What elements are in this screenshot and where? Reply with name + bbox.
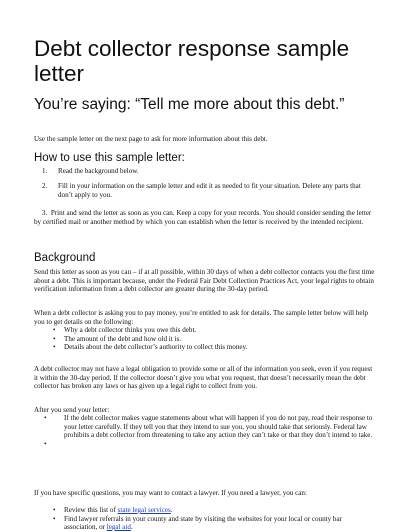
bullet-icon: • — [44, 414, 47, 422]
step-number: 2. — [42, 182, 48, 190]
step-number: 1. — [42, 167, 48, 175]
bullet-icon: • — [53, 343, 56, 351]
list-item: • Details about the debt collector’s authority to collect this money. — [53, 343, 248, 351]
step-number: 3. — [42, 209, 48, 217]
step-text: Read the background below. — [58, 167, 139, 175]
after-send-list — [34, 414, 374, 448]
background-heading: Background — [34, 252, 96, 264]
list-item: • The amount of the debt and how old it is. — [53, 334, 182, 343]
bullet-icon: • — [53, 334, 56, 343]
step-text: Fill in your information on the sample letter and edit it as needed to fit your situation. Delete any parts that don’t apply to you. — [58, 182, 361, 199]
list-item — [34, 440, 374, 449]
list-item: • Find lawyer referrals in your county and state by visiting the websites for your local or county bar association, or legal aid. — [53, 514, 342, 531]
background-paragraph: After you send your letter: — [34, 406, 110, 414]
list-item: • Why a debt collector thinks you owe this debt. — [53, 326, 197, 334]
page-title: Debt collector response sample letter — [34, 36, 350, 86]
bullet-icon: • — [53, 326, 56, 334]
intro-text: Use the sample letter on the next page to ask for more information about this debt. — [34, 135, 268, 143]
legal-aid-link[interactable]: legal aid — [106, 523, 131, 531]
background-paragraph: Send this letter as soon as you can – if at all possible, within 30 days of when a debt collector contacts you the first time about a debt. This is important because, under the Federal Fair Debt Collection Practices Act, your legal rights to obtain verification information from a debt collector are greater during the 30-day period. — [34, 268, 375, 293]
background-paragraph: If you have specific questions, you may want to contact a lawyer. If you need a lawyer, you can: — [34, 489, 307, 497]
details-list — [50, 326, 370, 352]
background-paragraph: When a debt collector is asking you to pay money, you’re entitled to ask for details. The sample letter below will help you to get details on the following: — [34, 309, 369, 326]
bullet-icon: • — [53, 506, 56, 514]
lawyer-list — [50, 506, 376, 532]
background-paragraph: A debt collector may not have a legal obligation to provide some or all of the information you seek, even if you request it within the 30-day period. If the collector doesn’t give you what you request, that doesn’t necessarily mean the debt collector has broken any laws or has given up a legal right to collect from you. — [34, 365, 373, 390]
bullet-icon: • — [44, 439, 47, 448]
page-subtitle: You’re saying: “Tell me more about this debt.” — [34, 96, 345, 113]
how-to-heading: How to use this sample letter: — [34, 152, 185, 164]
list-item: • If the debt collector makes vague statements about what will happen if you do not pay, read their response to your letter carefully. If they tell you that they intend to sue you, you should take that seriously. Federal law prohibits a debt collector from threatening to take any action they can’t take or that they don’t intend to take. — [44, 414, 373, 439]
state-legal-services-link[interactable]: state legal services — [117, 506, 171, 514]
bullet-icon: • — [53, 514, 56, 523]
list-item: • Review this list of state legal services. — [53, 506, 173, 514]
step-text: Print and send the letter as soon as you can. Keep a copy for your records. You should consider sending the letter by certified mail or another method by which you can establish when the letter is received by the intended recipient. — [34, 209, 372, 226]
